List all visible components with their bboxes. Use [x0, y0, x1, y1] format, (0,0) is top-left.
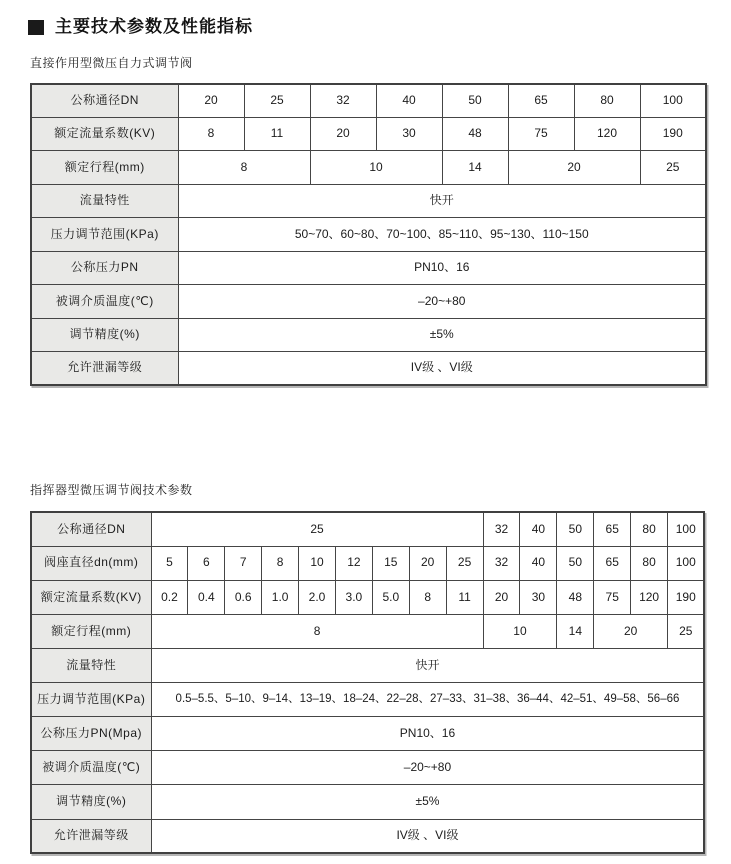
table-cell: 20 [508, 151, 640, 185]
table-cell: 80 [574, 84, 640, 118]
table-row [31, 785, 704, 819]
table-cell: 190 [668, 580, 705, 614]
table-row [31, 751, 704, 785]
table-cell: PN10、16 [151, 717, 704, 751]
table-cell: 8 [409, 580, 446, 614]
row-label: 允许泄漏等级 [31, 352, 178, 386]
table-cell: 8 [178, 151, 310, 185]
table-cell: 0.2 [151, 580, 188, 614]
row-label: 压力调节范围(KPa) [31, 218, 178, 252]
table-cell: 14 [557, 614, 594, 648]
row-label: 流量特性 [31, 649, 151, 683]
table-cell: 12 [335, 546, 372, 580]
table-row [31, 614, 704, 648]
table-cell: 10 [483, 614, 557, 648]
table-cell: 65 [594, 512, 631, 546]
row-label: 调节精度(%) [31, 785, 151, 819]
table-cell: 20 [178, 84, 244, 118]
table-cell: 75 [594, 580, 631, 614]
table-cell: 快开 [178, 184, 706, 218]
row-label: 额定流量系数(KV) [31, 580, 151, 614]
table-cell: 3.0 [335, 580, 372, 614]
table-cell: 25 [640, 151, 706, 185]
row-label: 公称通径DN [31, 84, 178, 118]
row-label: 压力调节范围(KPa) [31, 683, 151, 717]
table-row [31, 251, 706, 285]
table-row [31, 318, 706, 352]
table-cell: PN10、16 [178, 251, 706, 285]
table-cell: 15 [372, 546, 409, 580]
table-cell: 100 [640, 84, 706, 118]
table-cell: 0.4 [188, 580, 225, 614]
table-row [31, 285, 706, 319]
table-cell: 8 [151, 614, 483, 648]
table-cell: 80 [631, 512, 668, 546]
table-cell: 0.6 [225, 580, 262, 614]
table-cell: 120 [574, 117, 640, 151]
table-cell: 20 [483, 580, 520, 614]
direct-acting-valve-spec-table [30, 83, 707, 387]
table-row [31, 649, 704, 683]
table-cell: 11 [244, 117, 310, 151]
table-cell: 40 [376, 84, 442, 118]
table-cell: IV级 、VI级 [151, 819, 704, 853]
table-row [31, 512, 704, 546]
table-row [31, 683, 704, 717]
table-cell: 20 [409, 546, 446, 580]
table-cell: IV级 、VI级 [178, 352, 706, 386]
table-cell: 190 [640, 117, 706, 151]
table-cell: ±5% [178, 318, 706, 352]
row-label: 额定流量系数(KV) [31, 117, 178, 151]
row-label: 流量特性 [31, 184, 178, 218]
table-cell: 快开 [151, 649, 704, 683]
section2-caption: 指挥器型微压调节阀技术参数 [30, 483, 193, 498]
table-cell: 75 [508, 117, 574, 151]
table-row [31, 819, 704, 853]
table-cell: 20 [310, 117, 376, 151]
table-row [31, 717, 704, 751]
table-cell: 11 [446, 580, 483, 614]
row-label: 公称通径DN [31, 512, 151, 546]
table-cell: 50 [442, 84, 508, 118]
table-cell: ±5% [151, 785, 704, 819]
section1-caption: 直接作用型微压自力式调节阀 [30, 55, 193, 70]
table-cell: 1.0 [262, 580, 299, 614]
table-cell: 20 [594, 614, 668, 648]
table-cell: 80 [631, 546, 668, 580]
table-cell: 5 [151, 546, 188, 580]
table-row [31, 184, 706, 218]
row-label: 公称压力PN [31, 251, 178, 285]
row-label: 额定行程(mm) [31, 151, 178, 185]
table-cell: 25 [668, 614, 705, 648]
row-label: 阀座直径dn(mm) [31, 546, 151, 580]
table-row [31, 546, 704, 580]
page-title-text: 主要技术参数及性能指标 [55, 17, 253, 36]
table-row [31, 218, 706, 252]
table-cell: 10 [310, 151, 442, 185]
table-cell: 32 [483, 512, 520, 546]
table-cell: 7 [225, 546, 262, 580]
row-label: 被调介质温度(℃) [31, 751, 151, 785]
table-cell: 8 [262, 546, 299, 580]
table-cell: 48 [557, 580, 594, 614]
table-cell: 25 [446, 546, 483, 580]
table-cell: –20~+80 [178, 285, 706, 319]
table-cell: 25 [151, 512, 483, 546]
table-row [31, 580, 704, 614]
table-cell: 8 [178, 117, 244, 151]
table-cell: 65 [508, 84, 574, 118]
row-label: 调节精度(%) [31, 318, 178, 352]
row-label: 允许泄漏等级 [31, 819, 151, 853]
table-row [31, 151, 706, 185]
table-cell: 50 [557, 546, 594, 580]
table-cell: 0.5–5.5、5–10、9–14、13–19、18–24、22–28、27–33、31–38、36–44、42–51、49–58、56–66 [151, 683, 704, 717]
table-cell: 120 [631, 580, 668, 614]
table-cell: 2.0 [299, 580, 336, 614]
table-cell: 14 [442, 151, 508, 185]
table-cell: 40 [520, 512, 557, 546]
table-cell: 25 [244, 84, 310, 118]
row-label: 额定行程(mm) [31, 614, 151, 648]
table-cell: 10 [299, 546, 336, 580]
table-row [31, 352, 706, 386]
table-cell: 6 [188, 546, 225, 580]
table-cell: 100 [668, 512, 705, 546]
row-label: 被调介质温度(℃) [31, 285, 178, 319]
table-cell: 50~70、60~80、70~100、85~110、95~130、110~150 [178, 218, 706, 252]
pilot-operated-valve-spec-table [30, 511, 705, 854]
row-label: 公称压力PN(Mpa) [31, 717, 151, 751]
table-cell: 40 [520, 546, 557, 580]
page-title [28, 18, 705, 37]
table-row [31, 117, 706, 151]
table-cell: 65 [594, 546, 631, 580]
table-cell: 48 [442, 117, 508, 151]
table-cell: 32 [310, 84, 376, 118]
table-cell: 32 [483, 546, 520, 580]
table-cell: –20~+80 [151, 751, 704, 785]
table-cell: 100 [668, 546, 705, 580]
table-cell: 30 [376, 117, 442, 151]
table-cell: 30 [520, 580, 557, 614]
section-marker-icon [28, 20, 44, 35]
table-row [31, 84, 706, 118]
table-cell: 5.0 [372, 580, 409, 614]
table-cell: 50 [557, 512, 594, 546]
